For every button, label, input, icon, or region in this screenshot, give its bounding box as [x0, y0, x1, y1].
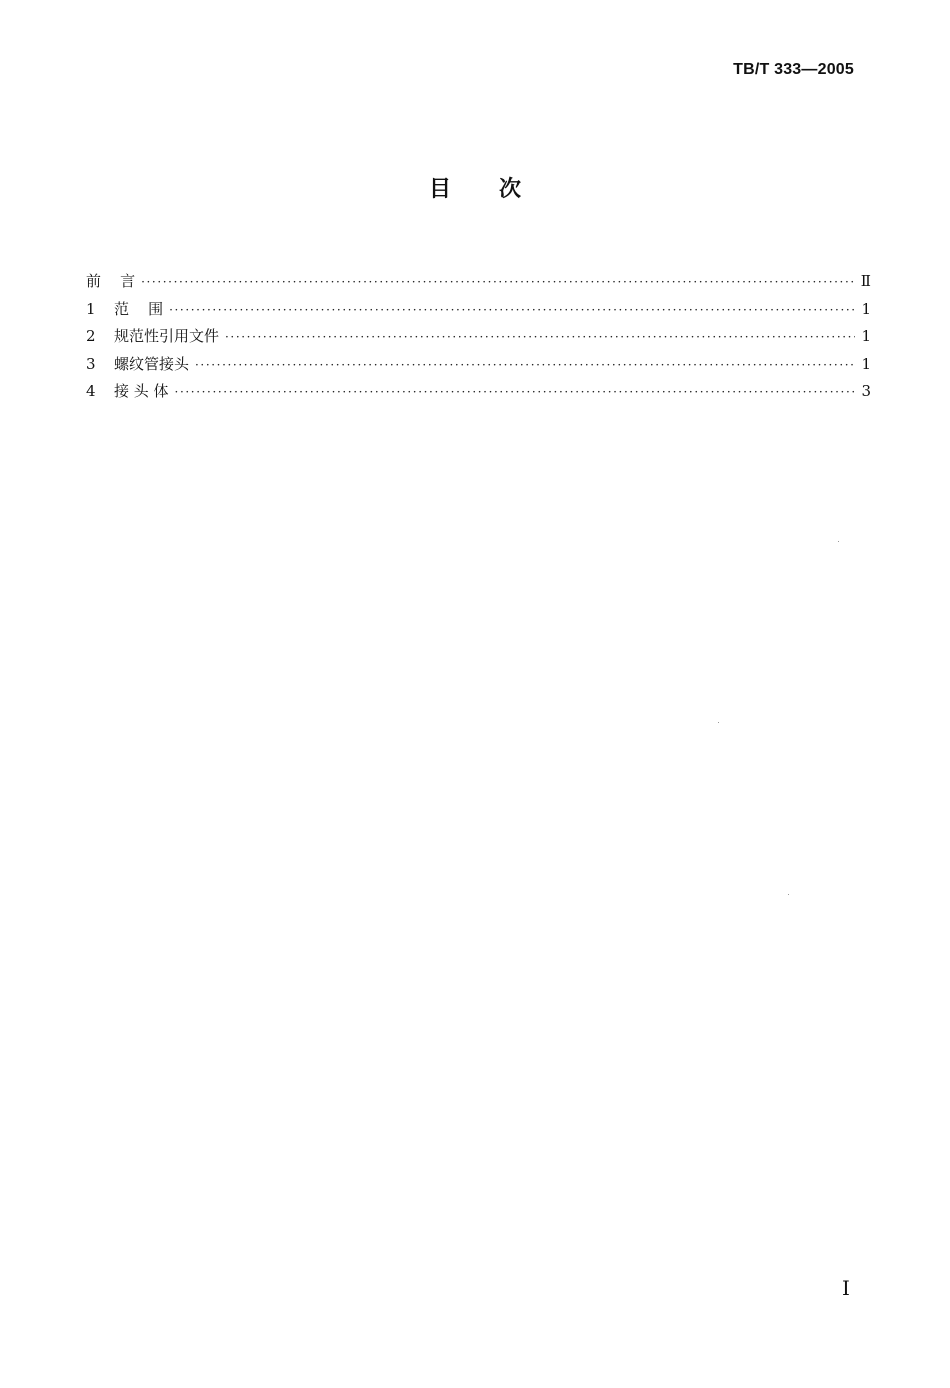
toc-entry-page: 1: [861, 299, 871, 318]
toc-leader-dots: [169, 303, 855, 317]
toc-leader-dots: [195, 358, 855, 372]
standard-code: TB/T 333—2005: [733, 61, 854, 78]
toc-entry-number: 3: [86, 354, 96, 373]
toc-entry-label: 螺纹管接头: [114, 354, 190, 373]
toc-leader-dots: [141, 275, 855, 289]
toc-entry-label: 接 头 体: [114, 382, 169, 400]
toc-entry-foreword[interactable]: [86, 270, 871, 298]
toc-leader-dots: [225, 330, 855, 344]
toc-leader-dots: [175, 385, 855, 399]
toc-entry-normative-references[interactable]: [86, 325, 871, 353]
toc-entry-threaded-pipe-joint[interactable]: [86, 353, 871, 381]
toc-entry-scope[interactable]: [86, 298, 871, 326]
toc-entry-page: Ⅱ: [860, 272, 871, 290]
toc-entry-page: 1: [861, 354, 871, 373]
page-title: [0, 172, 950, 203]
toc-entry-page: 3: [861, 382, 871, 400]
toc-entry-label: 前 言: [86, 272, 136, 290]
scan-speck: [788, 894, 789, 895]
toc-entry-page: 1: [861, 327, 871, 345]
scan-speck: [838, 541, 839, 542]
page-title-char-2: 次: [499, 177, 522, 202]
page-number: I: [842, 1276, 850, 1300]
toc-entry-label: 范 围: [114, 299, 164, 318]
toc-entry-label: 规范性引用文件: [114, 327, 220, 345]
toc-entry-joint-body[interactable]: [86, 380, 871, 408]
toc-entry-number: 4: [86, 382, 96, 400]
page-title-char-1: 目: [428, 177, 451, 202]
toc-entry-number: 2: [86, 327, 96, 345]
toc-entry-number: 1: [86, 299, 96, 318]
scan-speck: [718, 722, 719, 723]
table-of-contents: [86, 270, 871, 408]
